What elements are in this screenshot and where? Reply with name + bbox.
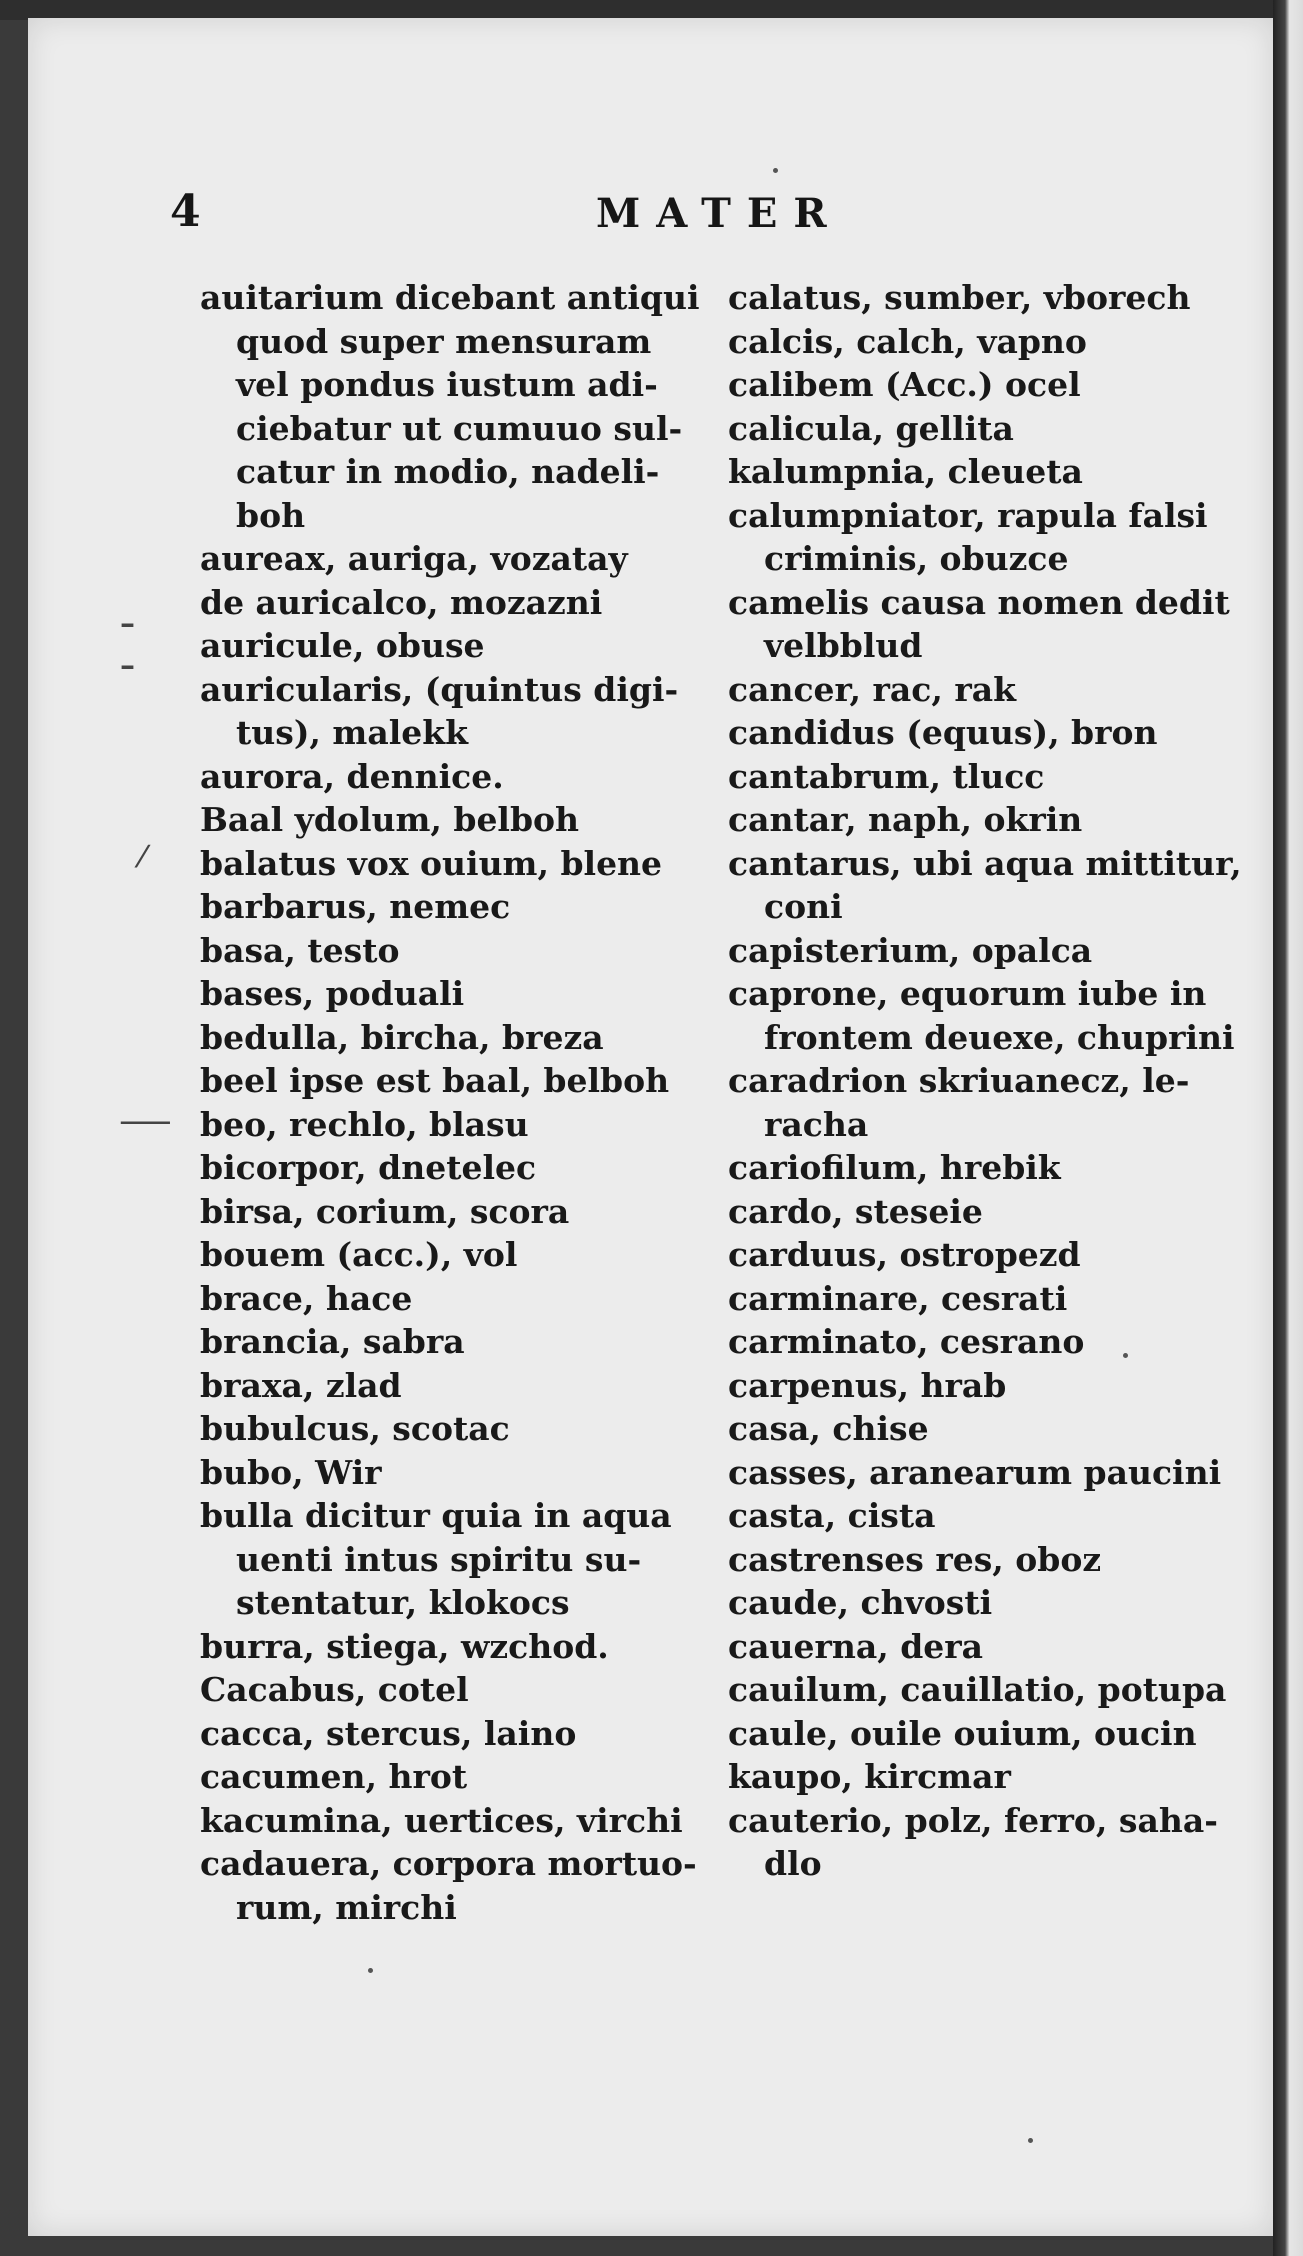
left-entry-line: bases, poduali <box>200 974 465 1013</box>
left-entry-line: birsa, corium, scora <box>200 1191 570 1231</box>
margin-dash-mark: – <box>120 606 135 641</box>
left-entry-line: bubo, Wir <box>200 1452 382 1492</box>
right-entry-line: casses, aranearum paucini <box>728 1452 1222 1492</box>
left-entry-line: rum, mirchi <box>236 1887 457 1927</box>
left-entry-line: bulla dicitur quia in aqua <box>200 1496 672 1535</box>
margin-tick-mark: ⁄ <box>140 840 146 875</box>
left-entry-line: vel pondus iustum adi- <box>236 365 658 404</box>
right-entry-line: cauterio, polz, ferro, saha- <box>728 1800 1218 1840</box>
right-entry-line: calicula, gellita <box>728 408 1014 448</box>
right-entry-line: frontem deuexe, chuprini <box>764 1017 1235 1057</box>
right-entry-line: caprone, equorum iube in <box>728 974 1207 1013</box>
left-entry-line: bicorpor, dnetelec <box>200 1148 537 1187</box>
page-number: 4 <box>170 186 201 237</box>
right-entry-line: carduus, ostropezd <box>728 1235 1081 1274</box>
left-entry-line: kacumina, uertices, virchi <box>200 1800 683 1840</box>
left-entry-line: tus), malekk <box>236 713 468 752</box>
right-entry-line: kalumpnia, cleueta <box>728 452 1083 491</box>
left-entry-line: brace, hace <box>200 1278 413 1318</box>
left-entry-line: braxa, zlad <box>200 1365 402 1405</box>
left-column <box>200 276 700 1929</box>
left-entry-line: Cacabus, cotel <box>200 1670 469 1709</box>
right-entry-line: cantabrum, tlucc <box>728 756 1045 796</box>
right-entry-line: cardo, steseie <box>728 1191 983 1231</box>
right-entry-line: coni <box>764 887 843 926</box>
right-entry-line: kaupo, kircmar <box>728 1757 1011 1796</box>
left-entry-line: auricule, obuse <box>200 626 485 665</box>
left-entry-line: cacumen, hrot <box>200 1757 468 1796</box>
left-entry-line: ciebatur ut cumuuo sul- <box>236 408 683 448</box>
right-entry-line: candidus (equus), bron <box>728 713 1158 752</box>
left-entry-line: quod super mensuram <box>236 321 652 361</box>
right-entry-line: cauerna, dera <box>728 1626 984 1666</box>
left-entry-line: auitarium dicebant antiqui <box>200 278 700 317</box>
right-entry-line: capisterium, opalca <box>728 930 1093 970</box>
left-entry-line: cacca, stercus, laino <box>200 1713 577 1753</box>
scan-right-edge <box>1273 0 1303 2256</box>
right-entry-line: camelis causa nomen dedit <box>728 582 1230 622</box>
left-entry-line: bouem (acc.), vol <box>200 1235 518 1274</box>
right-entry-line: caradrion skriuanecz, le- <box>728 1061 1190 1100</box>
left-entry-line: aureax, auriga, vozatay <box>200 539 628 578</box>
left-entry-line: uenti intus spiritu su- <box>236 1539 642 1579</box>
left-entry-line: burra, stiega, wzchod. <box>200 1626 609 1666</box>
left-entry-line: bedulla, bircha, breza <box>200 1017 604 1057</box>
right-entry-line: casta, cista <box>728 1496 936 1535</box>
right-entry-line: criminis, obuzce <box>764 539 1069 578</box>
right-entry-line: carminare, cesrati <box>728 1278 1068 1318</box>
left-entry-line: aurora, dennice. <box>200 756 504 796</box>
left-entry-line: stentatur, klokocs <box>236 1583 570 1622</box>
margin-dash-mark: – <box>120 648 135 683</box>
right-entry-line: racha <box>764 1104 869 1144</box>
right-entry-line: calibem (Acc.) ocel <box>728 365 1081 404</box>
left-entry-line: beo, rechlo, blasu <box>200 1104 529 1144</box>
right-entry-line: velbblud <box>764 626 923 665</box>
left-entry-line: bubulcus, scotac <box>200 1409 510 1448</box>
left-entry-line: barbarus, nemec <box>200 887 511 926</box>
running-head: MATER <box>596 190 843 237</box>
left-entry-line: brancia, sabra <box>200 1322 465 1361</box>
margin-dash-mark: ⸺ <box>120 1104 171 1139</box>
right-entry-line: caule, ouile ouium, oucin <box>728 1713 1197 1753</box>
right-entry-line: caude, chvosti <box>728 1583 993 1622</box>
book-page <box>28 18 1273 2236</box>
right-column <box>728 276 1248 1886</box>
speck <box>1123 1353 1128 1358</box>
right-entry-line: cantarus, ubi aqua mittitur, <box>728 843 1242 883</box>
scan-top-edge <box>0 0 1303 20</box>
right-entry-line: castrenses res, oboz <box>728 1539 1102 1579</box>
speck <box>773 168 778 173</box>
page-header <box>28 186 1273 246</box>
left-entry-line: basa, testo <box>200 930 400 970</box>
left-entry-line: Baal ydolum, belboh <box>200 800 580 839</box>
right-entry-line: calcis, calch, vapno <box>728 321 1087 361</box>
right-entry-line: carminato, cesrano <box>728 1322 1085 1361</box>
right-entry-line: cantar, naph, okrin <box>728 800 1083 839</box>
right-entry-line: carpenus, hrab <box>728 1365 1007 1405</box>
left-entry-line: auricularis, (quintus digi- <box>200 669 679 709</box>
left-entry-line: de auricalco, mozazni <box>200 582 603 622</box>
right-entry-line: calumpniator, rapula falsi <box>728 495 1208 535</box>
speck <box>1028 2138 1033 2143</box>
right-entry-line: calatus, sumber, vborech <box>728 278 1191 317</box>
speck <box>368 1968 373 1973</box>
right-entry-line: cariofilum, hrebik <box>728 1148 1061 1187</box>
right-entry-line: casa, chise <box>728 1409 929 1448</box>
left-entry-line: catur in modio, nadeli- <box>236 452 660 491</box>
right-entry-line: dlo <box>764 1844 822 1883</box>
right-entry-line: cancer, rac, rak <box>728 669 1016 709</box>
right-entry-line: cauilum, cauillatio, potupa <box>728 1670 1227 1709</box>
left-entry-line: balatus vox ouium, blene <box>200 843 663 883</box>
left-entry-line: beel ipse est baal, belboh <box>200 1061 670 1100</box>
left-entry-line: cadauera, corpora mortuo- <box>200 1844 697 1883</box>
left-entry-line: boh <box>236 495 306 535</box>
